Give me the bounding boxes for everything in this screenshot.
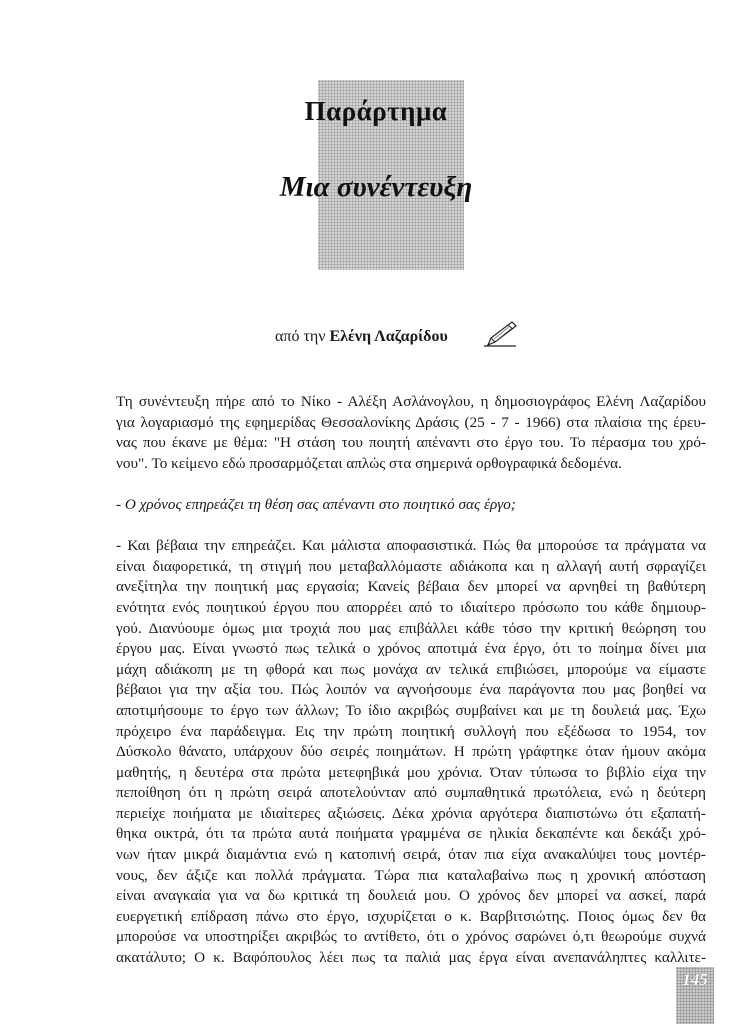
text-line: θηκα οικτρά, ότι τα πρώτα αυτά ποιήματα γραμμένα σε ηλικία δεκαπέντε και δεκάξι χρό- bbox=[116, 825, 706, 843]
text-line: μάχη αδιάκοπη με τη φθορά και πως μονάχα αν τελικά επιβιώσει, μπορούμε να είμαστε bbox=[116, 660, 706, 678]
interview-question: - Ο χρόνος επηρεάζει τη θέση σας απέναντι στο ποιητικό σας έργο; bbox=[116, 495, 516, 513]
text-line: ενότητα ενός ποιητικού έργου που απορρέει από το ιδιαίτερο πρόσωπο του κάθε δημιουρ- bbox=[116, 598, 706, 616]
text-line: Δύσκολο θάνατο, υπάρχουν δύο σειρές ποιημάτων. Η πρώτη γράφτηκε όταν ήμουν ακόμα bbox=[116, 743, 706, 761]
text-line: ανεξίτηλα την ποιητική μας εργασία; Κανείς βέβαια δεν μπορεί να αρνηθεί τη βαθύτερη bbox=[116, 578, 706, 596]
text-line: ευεργετική επίδραση πάνω στο έργο, ισχυρίζεται ο κ. Βαρβιτσιώτης. Ποιος όμως δεν θα bbox=[116, 907, 706, 925]
text-line: ακατάλυτο; Ο κ. Βαφόπουλος λέει πως τα παλιά μας έργα είναι ανεπανάληπτες καλλιτε- bbox=[116, 949, 706, 967]
text-line: αποτιμήσουμε το έργο των άλλων; Το ίδιο ακριβώς συμβαίνει και με τη δουλειά μας. Έχω bbox=[116, 701, 706, 719]
text-line: είναι διαφορετικά, τη στιγμή που μεταβαλλόμαστε αδιάκοπα και η αλλαγή αυτή σφραγίζει bbox=[116, 557, 706, 575]
text-line: μπορούσε να υποστηρίξει ακριβώς το αντίθετο, ότι ο χρόνος σαρώνει ό,τι θεωρούμε συχνά bbox=[116, 928, 706, 946]
text-line: βέβαιοι για την αξία του. Πώς λοιπόν να αγνοήσουμε ένα παράγοντα που μας βοηθεί να bbox=[116, 681, 706, 699]
page-subtitle: Μια συνέντευξη bbox=[279, 171, 473, 203]
text-line: γού. Διανύουμε όμως μια τροχιά που μας επιβάλλει κάθε τόσο την κριτική θεώρηση του bbox=[116, 619, 706, 637]
pencil-icon bbox=[480, 318, 520, 350]
text-line: νας που έκανε με θέμα: "Η στάση του ποιητή απέναντι στο έργο του. Το πέρασμα του χρό- bbox=[116, 434, 706, 452]
text-line: νων ήταν μικρά διαμάντια ενώ η κατοπινή σειρά, όταν πια είχα ανακαλύψει τους μοντέρ- bbox=[116, 846, 706, 864]
text-line: νους, δεν άξιζε και πολλά πράγματα. Τώρα πια καταλαβαίνω πως η χρονική απόσταση bbox=[116, 866, 706, 884]
text-line: περιείχε ποιήματα με ιδιαίτερες αξιώσεις. Δέκα χρόνια αργότερα διαπιστώνω ότι εξαπατή- bbox=[116, 804, 706, 822]
text-line: έργου μας. Είναι γνωστό πως τελικά ο χρόνος αποτιμά ένα έργο, ότι το ποίημα δίνει μια bbox=[116, 640, 706, 658]
intro-paragraph bbox=[116, 392, 706, 474]
page-number: 145 bbox=[682, 970, 708, 989]
text-line: Τη συνέντευξη πήρε από το Νίκο - Αλέξη Ασλάνογλου, η δημοσιογράφος Ελένη Λαζαρίδου bbox=[116, 393, 706, 410]
byline-prefix: από την bbox=[275, 328, 326, 345]
article-body bbox=[116, 392, 706, 969]
text-line: - Και βέβαια την επηρεάζει. Και μάλιστα αποφασιστικά. Πώς θα μπορούσε τα πράγματα να bbox=[116, 537, 706, 555]
text-line: για λογαριασμό της εφημερίδας Θεσσαλονίκης Δράσις (25 - 7 - 1966) στα πλαίσια της έρευ- bbox=[116, 413, 706, 431]
text-line: πεποίθηση ότι η πρώτη σειρά αποτελούνταν από συμπαθητικά πρωτόλεια, ενώ η δεύτερη bbox=[116, 784, 706, 802]
answer-paragraph bbox=[116, 536, 706, 968]
text-line: πρόχειρο ένα παράδειγμα. Εις την πρώτη ποιητική συλλογή που εξέδωσα το 1954, τον bbox=[116, 722, 706, 740]
page-title: Παράρτημα bbox=[304, 96, 448, 126]
text-line: νου". Το κείμενο εδώ προσαρμόζεται απλώς στα σημερινά ορθογραφικά δεδομένα. bbox=[116, 454, 622, 472]
text-line: μαθητής, η δευτέρα στα πρώτα μετεφηβικά μου χρόνια. Όταν τύπωσα το βιβλίο είχα την bbox=[116, 763, 706, 781]
text-line: είναι αναγκαία για να δω κριτικά τη δουλειά μου. Ο χρόνος δεν μπορεί να ασκεί, παρά bbox=[116, 887, 706, 905]
byline-author: Ελένη Λαζαρίδου bbox=[329, 328, 448, 345]
byline bbox=[275, 328, 448, 346]
